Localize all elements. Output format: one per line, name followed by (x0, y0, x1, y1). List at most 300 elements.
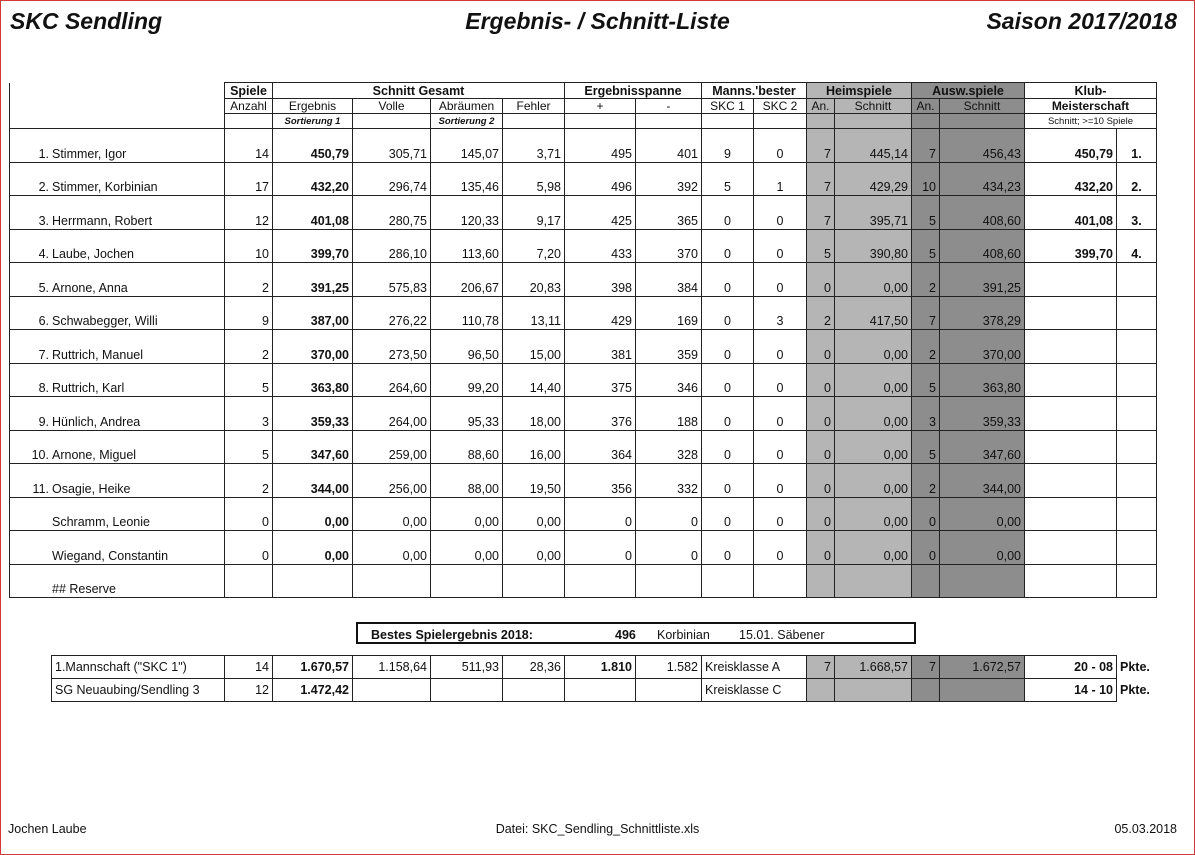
club-rank (1117, 397, 1157, 431)
away-games (912, 564, 940, 598)
skc1-count (702, 564, 754, 598)
away-average: 347,60 (940, 430, 1025, 464)
ergebnis-value: 432,20 (273, 162, 353, 196)
table-row (10, 196, 1157, 230)
col-schnitt-gesamt: Schnitt Gesamt (273, 83, 565, 99)
player-cell (10, 129, 225, 163)
player-cell (10, 564, 225, 598)
range-max: 364 (565, 430, 636, 464)
away-average: 370,00 (940, 330, 1025, 364)
away-average: 344,00 (940, 464, 1025, 498)
away-games: 0 (912, 497, 940, 531)
ergebnis-value: 0,00 (273, 531, 353, 565)
abraeumen-value: 88,60 (431, 430, 503, 464)
skc2-count: 0 (754, 464, 807, 498)
home-average (835, 564, 912, 598)
range-min: 384 (636, 263, 702, 297)
away-average: 434,23 (940, 162, 1025, 196)
fehler-value: 19,50 (503, 464, 565, 498)
table-row (10, 330, 1157, 364)
skc1-count: 5 (702, 162, 754, 196)
skc1-count: 0 (702, 296, 754, 330)
table-row (10, 430, 1157, 464)
player-name: Ruttrich, Karl (52, 381, 125, 395)
sort-2-label: Sortierung 2 (431, 114, 503, 129)
blank-header (353, 114, 431, 129)
player-rank: 11. (32, 481, 49, 496)
blank-header (702, 114, 754, 129)
col-anzahl: Anzahl (225, 99, 273, 114)
home-games (807, 564, 835, 598)
ergebnis-value: 387,00 (273, 296, 353, 330)
games-count: 12 (225, 196, 273, 230)
fehler-value: 13,11 (503, 296, 565, 330)
team-league: Kreisklasse A (702, 656, 807, 679)
col-skc2: SKC 2 (754, 99, 807, 114)
home-games: 0 (807, 263, 835, 297)
player-name: Osagie, Heike (52, 481, 131, 496)
fehler-value: 0,00 (503, 497, 565, 531)
away-games: 7 (912, 296, 940, 330)
skc2-count: 0 (754, 397, 807, 431)
home-average: 445,14 (835, 129, 912, 163)
player-cell (10, 363, 225, 397)
range-min: 0 (636, 497, 702, 531)
skc2-count: 0 (754, 330, 807, 364)
volle-value: 0,00 (353, 531, 431, 565)
team-abraeumen (431, 679, 503, 702)
team-volle (353, 679, 431, 702)
home-average: 417,50 (835, 296, 912, 330)
blank-header (10, 114, 225, 129)
col-plus: + (565, 99, 636, 114)
club-average (1025, 296, 1117, 330)
games-count: 5 (225, 363, 273, 397)
blank-header (10, 99, 225, 114)
best-result-label: Bestes Spielergebnis 2018: (371, 628, 533, 642)
volle-value: 264,60 (353, 363, 431, 397)
col-minus: - (636, 99, 702, 114)
blank-header (807, 114, 835, 129)
club-rank (1117, 531, 1157, 565)
club-average: 401,08 (1025, 196, 1117, 230)
footer-author: Jochen Laube (8, 822, 87, 836)
volle-value: 273,50 (353, 330, 431, 364)
col-abraeumen: Abräumen (431, 99, 503, 114)
abraeumen-value: 113,60 (431, 229, 503, 263)
home-games: 0 (807, 330, 835, 364)
team-home-average: 1.668,57 (835, 656, 912, 679)
col-manns-bester: Manns.'bester (702, 83, 807, 99)
fehler-value: 9,17 (503, 196, 565, 230)
range-max: 398 (565, 263, 636, 297)
player-rank: 9. (38, 414, 49, 429)
col-ergebnis: Ergebnis (273, 99, 353, 114)
player-name: Ruttrich, Manuel (52, 347, 144, 362)
home-average: 0,00 (835, 397, 912, 431)
col-klub: Klub- (1025, 83, 1157, 99)
range-min: 169 (636, 296, 702, 330)
range-max: 376 (565, 397, 636, 431)
player-cell (10, 430, 225, 464)
blank-header (565, 114, 636, 129)
range-min: 328 (636, 430, 702, 464)
player-cell (10, 229, 225, 263)
range-max: 496 (565, 162, 636, 196)
club-average (1025, 430, 1117, 464)
skc1-count: 0 (702, 229, 754, 263)
player-name: Hünlich, Andrea (52, 414, 141, 429)
skc1-count: 0 (702, 263, 754, 297)
blank-header (940, 114, 1025, 129)
fehler-value: 14,40 (503, 363, 565, 397)
player-cell (10, 531, 225, 565)
volle-value: 276,22 (353, 296, 431, 330)
abraeumen-value: 95,33 (431, 397, 503, 431)
abraeumen-value: 135,46 (431, 162, 503, 196)
player-name: Schwabegger, Willi (52, 314, 158, 328)
skc2-count: 0 (754, 430, 807, 464)
home-average: 0,00 (835, 531, 912, 565)
range-max: 375 (565, 363, 636, 397)
games-count: 0 (225, 497, 273, 531)
volle-value: 280,75 (353, 196, 431, 230)
best-result-box (356, 622, 916, 644)
club-average: 399,70 (1025, 229, 1117, 263)
player-rank: 4. (38, 247, 49, 261)
player-cell (10, 296, 225, 330)
player-cell (10, 263, 225, 297)
away-average: 359,33 (940, 397, 1025, 431)
away-games: 2 (912, 330, 940, 364)
fehler-value: 16,00 (503, 430, 565, 464)
ergebnis-value: 401,08 (273, 196, 353, 230)
games-count: 14 (225, 129, 273, 163)
away-games: 5 (912, 430, 940, 464)
abraeumen-value: 110,78 (431, 296, 503, 330)
club-rank: 4. (1117, 229, 1157, 263)
away-games: 10 (912, 162, 940, 196)
abraeumen-value: 88,00 (431, 464, 503, 498)
fehler-value: 18,00 (503, 397, 565, 431)
home-games: 2 (807, 296, 835, 330)
games-count: 17 (225, 162, 273, 196)
away-games: 3 (912, 397, 940, 431)
games-count: 2 (225, 263, 273, 297)
club-rank (1117, 363, 1157, 397)
table-row (10, 296, 1157, 330)
klub-note: Schnitt; >=10 Spiele (1025, 114, 1157, 129)
blank-header (754, 114, 807, 129)
team-range-max: 1.810 (565, 656, 636, 679)
club-average (1025, 531, 1117, 565)
volle-value: 305,71 (353, 129, 431, 163)
team-name: SG Neuaubing/Sendling 3 (52, 679, 225, 702)
volle-value: 264,00 (353, 397, 431, 431)
col-volle: Volle (353, 99, 431, 114)
volle-value: 286,10 (353, 229, 431, 263)
best-result-date: 15.01. Säbener (739, 628, 825, 642)
player-rank: 10. (31, 448, 49, 462)
home-games: 0 (807, 464, 835, 498)
blank-header (835, 114, 912, 129)
fehler-value: 20,83 (503, 263, 565, 297)
sort-1-label: Sortierung 1 (273, 114, 353, 129)
team-home-average (835, 679, 912, 702)
away-games: 2 (912, 263, 940, 297)
player-rank: 2. (38, 180, 49, 194)
ergebnis-value: 0,00 (273, 497, 353, 531)
best-result-player: Korbinian (657, 628, 710, 642)
player-cell (10, 464, 225, 498)
range-min: 365 (636, 196, 702, 230)
player-cell (10, 497, 225, 531)
skc1-count: 0 (702, 531, 754, 565)
away-games: 2 (912, 464, 940, 498)
abraeumen-value: 120,33 (431, 196, 503, 230)
team-points-unit: Pkte. (1120, 683, 1150, 697)
range-min: 0 (636, 531, 702, 565)
blank-header (636, 114, 702, 129)
team-points: 14 - 10 (1025, 679, 1117, 702)
games-count: 2 (225, 330, 273, 364)
player-name: Herrmann, Robert (52, 213, 153, 228)
away-average: 363,80 (940, 363, 1025, 397)
club-name: SKC Sendling (10, 8, 163, 34)
team-games: 14 (225, 656, 273, 679)
col-heimspiele: Heimspiele (807, 83, 912, 99)
player-cell (10, 330, 225, 364)
ergebnis-value: 344,00 (273, 464, 353, 498)
player-rank: 6. (38, 314, 49, 328)
club-rank: 3. (1117, 196, 1157, 230)
ergebnis-value: 347,60 (273, 430, 353, 464)
home-average: 0,00 (835, 430, 912, 464)
home-games: 0 (807, 363, 835, 397)
player-name: Arnone, Miguel (52, 448, 137, 462)
team-games: 12 (225, 679, 273, 702)
away-average: 0,00 (940, 531, 1025, 565)
range-max (565, 564, 636, 598)
player-rank: 5. (38, 280, 49, 295)
team-league: Kreisklasse C (702, 679, 807, 702)
club-rank (1117, 430, 1157, 464)
skc1-count: 0 (702, 363, 754, 397)
home-average: 0,00 (835, 330, 912, 364)
club-rank (1117, 330, 1157, 364)
home-games: 0 (807, 397, 835, 431)
games-count: 0 (225, 531, 273, 565)
player-name: Stimmer, Korbinian (52, 180, 158, 194)
skc1-count: 0 (702, 196, 754, 230)
col-skc1: SKC 1 (702, 99, 754, 114)
home-games: 0 (807, 497, 835, 531)
ergebnis-value: 450,79 (273, 129, 353, 163)
away-games: 7 (912, 129, 940, 163)
games-count: 10 (225, 229, 273, 263)
skc2-count: 0 (754, 497, 807, 531)
table-row (10, 564, 1157, 598)
ergebnis-value: 363,80 (273, 363, 353, 397)
games-count: 9 (225, 296, 273, 330)
blank-header (225, 114, 273, 129)
skc1-count: 0 (702, 330, 754, 364)
team-away-games: 7 (912, 656, 940, 679)
fehler-value (503, 564, 565, 598)
volle-value: 296,74 (353, 162, 431, 196)
team-home-games: 7 (807, 656, 835, 679)
player-name: Wiegand, Constantin (52, 548, 169, 563)
home-average: 0,00 (835, 497, 912, 531)
range-min: 401 (636, 129, 702, 163)
club-rank (1117, 464, 1157, 498)
home-games: 7 (807, 162, 835, 196)
ergebnis-value: 359,33 (273, 397, 353, 431)
player-cell (10, 397, 225, 431)
team-volle: 1.158,64 (353, 656, 431, 679)
team-row (52, 679, 1157, 702)
table-row (10, 229, 1157, 263)
footer-date: 05.03.2018 (1114, 822, 1177, 836)
abraeumen-value: 96,50 (431, 330, 503, 364)
range-max: 381 (565, 330, 636, 364)
range-min (636, 564, 702, 598)
team-away-average (940, 679, 1025, 702)
skc1-count: 0 (702, 464, 754, 498)
skc2-count: 0 (754, 263, 807, 297)
player-name: Laube, Jochen (52, 247, 135, 261)
club-rank (1117, 497, 1157, 531)
club-average (1025, 363, 1117, 397)
club-rank (1117, 263, 1157, 297)
player-rank: 7. (38, 347, 49, 362)
team-name: 1.Mannschaft ("SKC 1") (52, 656, 225, 679)
range-min: 188 (636, 397, 702, 431)
player-name: ## Reserve (52, 582, 116, 596)
away-average: 408,60 (940, 229, 1025, 263)
club-rank (1117, 564, 1157, 598)
results-table (9, 82, 1157, 598)
team-range-max (565, 679, 636, 702)
range-min: 392 (636, 162, 702, 196)
team-points-unit: Pkte. (1120, 660, 1150, 674)
player-name: Schramm, Leonie (52, 515, 150, 529)
club-average (1025, 397, 1117, 431)
home-average: 390,80 (835, 229, 912, 263)
footer-file: Datei: SKC_Sendling_Schnittliste.xls (495, 822, 700, 836)
games-count: 3 (225, 397, 273, 431)
skc2-count: 0 (754, 129, 807, 163)
col-ergebnisspanne: Ergebnisspanne (565, 83, 702, 99)
club-average (1025, 464, 1117, 498)
skc1-count: 0 (702, 397, 754, 431)
club-average (1025, 497, 1117, 531)
range-min: 370 (636, 229, 702, 263)
range-max: 495 (565, 129, 636, 163)
blank-header (912, 114, 940, 129)
team-ergebnis: 1.670,57 (273, 656, 353, 679)
col-auswaertsspiele: Ausw.spiele (912, 83, 1025, 99)
away-average: 378,29 (940, 296, 1025, 330)
club-average: 450,79 (1025, 129, 1117, 163)
table-row (10, 363, 1157, 397)
away-games: 5 (912, 196, 940, 230)
skc2-count: 0 (754, 363, 807, 397)
range-max: 356 (565, 464, 636, 498)
skc2-count: 3 (754, 296, 807, 330)
home-games: 0 (807, 531, 835, 565)
abraeumen-value: 145,07 (431, 129, 503, 163)
fehler-value: 7,20 (503, 229, 565, 263)
abraeumen-value: 206,67 (431, 263, 503, 297)
player-rank: 1. (38, 146, 49, 161)
range-max: 0 (565, 531, 636, 565)
volle-value: 256,00 (353, 464, 431, 498)
table-row (10, 531, 1157, 565)
range-min: 346 (636, 363, 702, 397)
fehler-value: 15,00 (503, 330, 565, 364)
club-average: 432,20 (1025, 162, 1117, 196)
season-label: Saison 2017/2018 (986, 8, 1177, 34)
table-row (10, 162, 1157, 196)
col-heim-an: An. (807, 99, 835, 114)
club-rank: 1. (1117, 129, 1157, 163)
home-games: 7 (807, 129, 835, 163)
range-min: 332 (636, 464, 702, 498)
team-abraeumen: 511,93 (431, 656, 503, 679)
away-games: 5 (912, 229, 940, 263)
table-row (10, 497, 1157, 531)
skc1-count: 0 (702, 430, 754, 464)
abraeumen-value: 0,00 (431, 531, 503, 565)
team-away-games (912, 679, 940, 702)
away-average: 456,43 (940, 129, 1025, 163)
home-average: 0,00 (835, 263, 912, 297)
player-name: Arnone, Anna (52, 280, 128, 295)
best-result-value: 496 (615, 628, 636, 642)
home-average: 0,00 (835, 363, 912, 397)
games-count (225, 564, 273, 598)
table-row (10, 129, 1157, 163)
skc2-count: 0 (754, 196, 807, 230)
abraeumen-value: 99,20 (431, 363, 503, 397)
skc2-count: 1 (754, 162, 807, 196)
skc2-count: 0 (754, 531, 807, 565)
volle-value: 259,00 (353, 430, 431, 464)
club-average (1025, 263, 1117, 297)
ergebnis-value: 399,70 (273, 229, 353, 263)
player-cell (10, 162, 225, 196)
volle-value: 0,00 (353, 497, 431, 531)
player-rank: 3. (38, 213, 49, 228)
range-min: 359 (636, 330, 702, 364)
skc1-count: 9 (702, 129, 754, 163)
blank-header (503, 114, 565, 129)
team-home-games (807, 679, 835, 702)
table-row (10, 263, 1157, 297)
away-games: 5 (912, 363, 940, 397)
games-count: 2 (225, 464, 273, 498)
volle-value: 575,83 (353, 263, 431, 297)
skc1-count: 0 (702, 497, 754, 531)
team-range-min (636, 679, 702, 702)
games-count: 5 (225, 430, 273, 464)
team-away-average: 1.672,57 (940, 656, 1025, 679)
skc2-count: 0 (754, 229, 807, 263)
away-average (940, 564, 1025, 598)
player-cell (10, 196, 225, 230)
document-title: Ergebnis- / Schnitt-Liste (465, 8, 730, 34)
